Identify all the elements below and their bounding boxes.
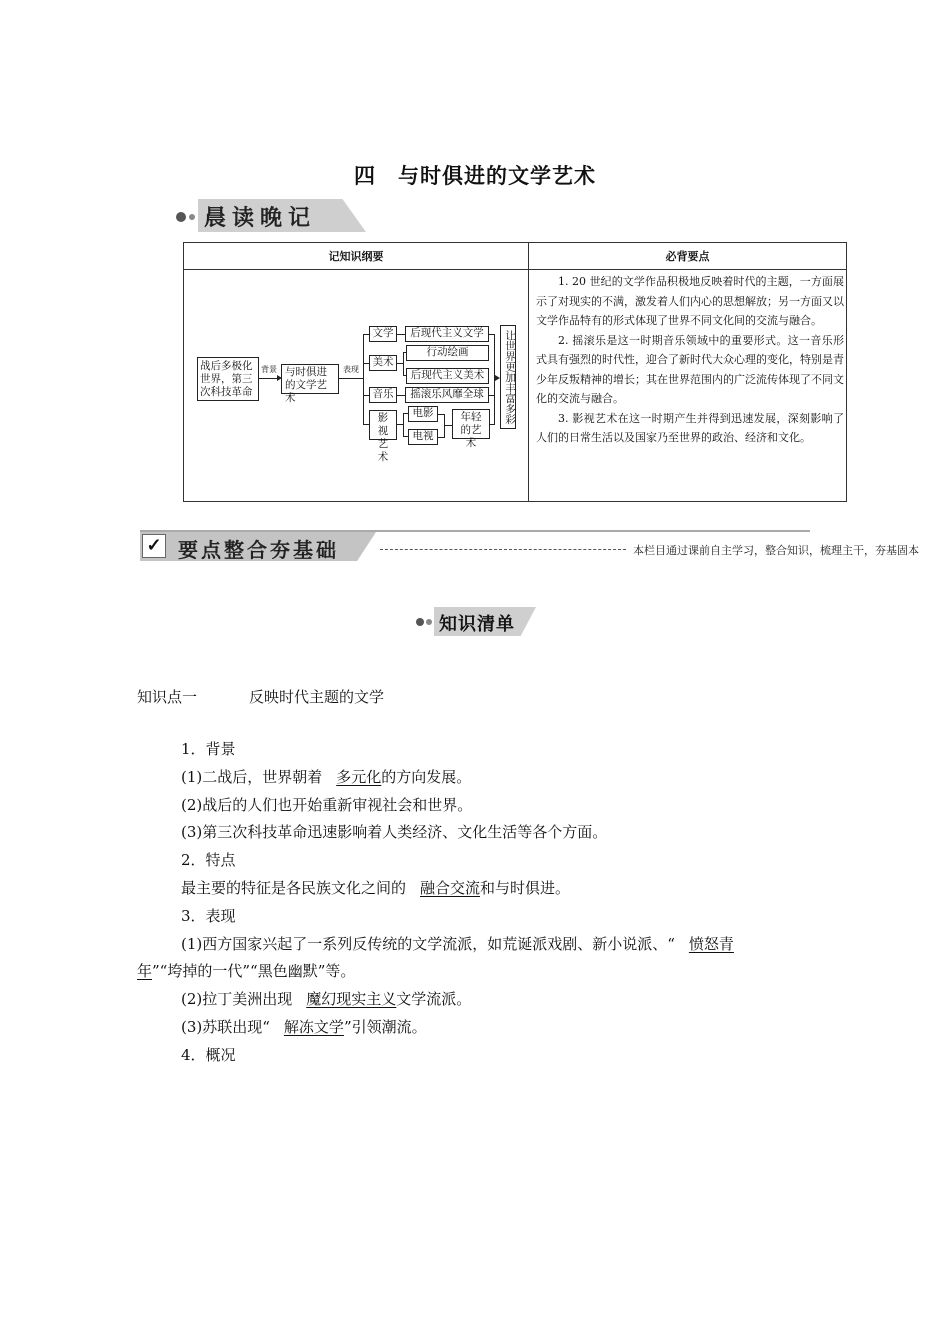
- item-rock-music: 摇滚乐风靡全球: [405, 387, 489, 403]
- knowledge-point-title: 反映时代主题的文学: [249, 688, 385, 706]
- knowledge-list-banner: [416, 607, 538, 637]
- knowledge-point-label: 知识点一: [137, 688, 198, 706]
- summary-table: [183, 242, 847, 502]
- morning-reading-banner: [176, 199, 368, 235]
- banner-rule: [140, 530, 810, 532]
- answer-blank: 融合交流: [420, 878, 481, 897]
- category-film: 影视艺术: [369, 410, 397, 440]
- checkmark-icon: ✓: [142, 534, 166, 558]
- label-manifest: 表现: [343, 365, 359, 374]
- page-title: [0, 160, 950, 190]
- key-point-2: 2. 摇滚乐是这一时期音乐领域中的重要形式。这一音乐形式具有强烈的时代性，迎合了新时代大众心理的变化，特别是青少年反叛精神的增长；其在世界范围内的广泛流传体现了不同文化的交流与融合。: [536, 333, 844, 405]
- knowledge-list-title: 知识清单: [439, 614, 515, 635]
- table-divider: [528, 243, 529, 501]
- key-point-3: 3. 影视艺术在这一时期产生并得到迅速发展，深刻影响了人们的日常生活以及国家乃至世界的政治、经济和文化。: [536, 411, 844, 444]
- item-young-art: 年轻的艺术: [452, 409, 490, 439]
- label-background: 背景: [261, 365, 277, 374]
- item-postmodern-art: 后现代主义美术: [406, 368, 489, 384]
- manifestation-item-3: (3)苏联出现“ 解冻文学”引领潮流。: [181, 1017, 427, 1036]
- banner-title: 晨读晚记: [204, 206, 317, 231]
- dashed-leader: [380, 549, 626, 550]
- background-item-1: (1)二战后，世界朝着 多元化的方向发展。: [181, 767, 472, 786]
- title-number: 四: [354, 164, 376, 188]
- manifestation-item-2: (2)拉丁美洲出现 魔幻现实主义文学流派。: [181, 990, 472, 1009]
- bullet-dot-icon: [416, 618, 424, 626]
- manifestation-item-1-cont: 年”“垮掉的一代”“黑色幽默”等。: [137, 962, 356, 981]
- key-point-1: 1. 20 世纪的文学作品积极地反映着时代的主题，一方面展示了对现实的不满，激发着人们内心的思想解放；另一方面又以文学作品特有的形式体现了世界不同文化间的交流与融合。: [536, 275, 844, 327]
- manifestation-item-1: (1)西方国家兴起了一系列反传统的文学流派，如荒诞派戏剧、新小说派、“ 愤怒青: [181, 934, 734, 953]
- feature-item: 最主要的特征是各民族文化之间的 融合交流和与时俱进。: [181, 878, 571, 897]
- heading-features: 2．特点: [181, 851, 236, 870]
- category-music: 音乐: [369, 387, 397, 403]
- item-postmodern-literature: 后现代主义文学: [405, 326, 489, 342]
- title-text: 与时俱进的文学艺术: [398, 164, 596, 188]
- heading-overview: 4．概况: [181, 1045, 236, 1064]
- knowledge-point-heading: [137, 686, 384, 707]
- diagram-origin-box: 战后多极化世界，第三次科技革命: [197, 357, 259, 401]
- heading-manifestation: 3．表现: [181, 906, 236, 925]
- answer-blank: 愤怒青: [688, 934, 734, 953]
- background-item-3: (3)第三次科技革命迅速影响着人类经济、文化生活等各个方面。: [181, 823, 608, 842]
- item-movie: 电影: [408, 406, 438, 422]
- table-header-outline: 记知识纲要: [328, 250, 384, 263]
- category-art: 美术: [369, 355, 397, 371]
- diagram-center-box: 与时俱进的文学艺术: [281, 364, 339, 394]
- content-body: [137, 736, 817, 1070]
- bullet-dot-small-icon: [426, 619, 432, 625]
- section-note: 本栏目通过课前自主学习，整合知识，梳理主干，夯基固本: [633, 544, 919, 557]
- answer-blank: 年: [137, 962, 153, 981]
- answer-blank: 多元化: [336, 767, 382, 786]
- item-tv: 电视: [408, 429, 438, 445]
- bullet-dot-small-icon: [189, 214, 195, 220]
- category-literature: 文学: [369, 326, 397, 342]
- section-title: 要点整合夯基础: [178, 538, 339, 562]
- answer-blank: 魔幻现实主义: [306, 990, 397, 1009]
- bullet-dot-icon: [176, 212, 186, 222]
- key-points: [536, 272, 844, 448]
- section-banner: [140, 530, 919, 563]
- heading-background: 1．背景: [181, 740, 236, 758]
- item-action-painting: 行动绘画: [406, 345, 489, 361]
- table-header-divider: [184, 269, 846, 270]
- diagram-result-box: 让世界更加丰富多彩: [500, 325, 516, 429]
- answer-blank: 解冻文学: [283, 1017, 344, 1036]
- background-item-2: (2)战后的人们也开始重新审视社会和世界。: [181, 795, 473, 814]
- table-header-keypoints: 必背要点: [665, 250, 710, 263]
